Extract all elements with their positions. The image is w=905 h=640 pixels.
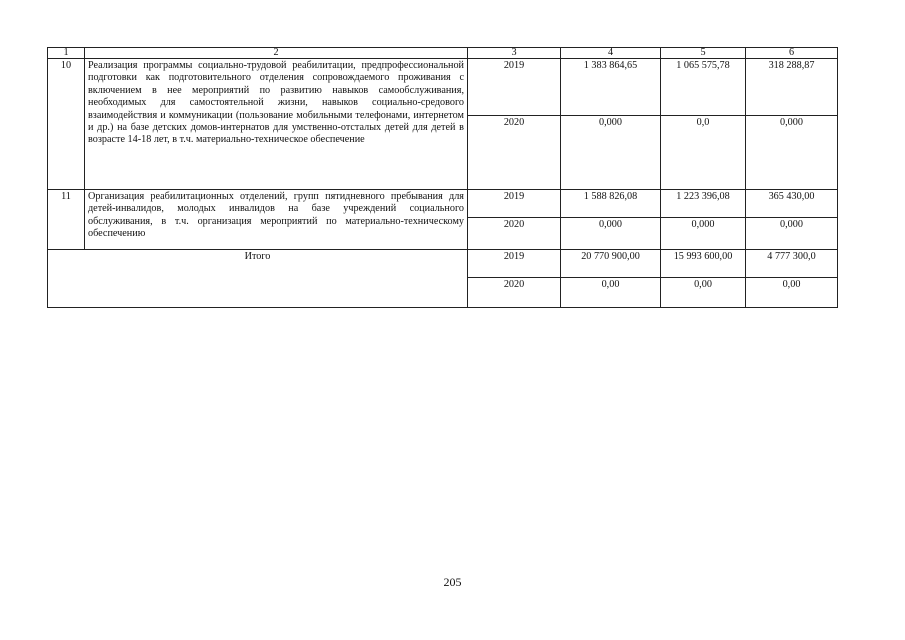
header-cell-5: 5 bbox=[661, 48, 746, 59]
value-col6: 0,000 bbox=[746, 218, 838, 250]
year-cell: 2019 bbox=[468, 190, 561, 218]
column-number-header-row bbox=[48, 48, 838, 59]
year-cell: 2020 bbox=[468, 218, 561, 250]
budget-table bbox=[47, 47, 838, 308]
row-number: 10 bbox=[48, 59, 85, 190]
value-col5: 0,000 bbox=[661, 218, 746, 250]
value-col4: 1 588 826,08 bbox=[561, 190, 661, 218]
value-col5: 1 065 575,78 bbox=[661, 59, 746, 116]
header-cell-6: 6 bbox=[746, 48, 838, 59]
table-row bbox=[48, 190, 838, 218]
total-col4: 20 770 900,00 bbox=[561, 250, 661, 278]
total-col6: 0,00 bbox=[746, 278, 838, 308]
header-cell-4: 4 bbox=[561, 48, 661, 59]
total-col6: 4 777 300,0 bbox=[746, 250, 838, 278]
total-label: Итого bbox=[48, 250, 468, 308]
value-col5: 1 223 396,08 bbox=[661, 190, 746, 218]
value-col4: 0,000 bbox=[561, 218, 661, 250]
value-col6: 365 430,00 bbox=[746, 190, 838, 218]
value-col6: 318 288,87 bbox=[746, 59, 838, 116]
year-cell: 2019 bbox=[468, 59, 561, 116]
table-row bbox=[48, 59, 838, 116]
value-col4: 1 383 864,65 bbox=[561, 59, 661, 116]
measure-description: Реализация программы социально-трудовой реабилитации, предпрофессиональной подготовки как подготовительного отделения сопровождаемого проживания с включением в нее мероприятий по развитию навыков самообслуживания, необходимых для самостоятельной жизни, навыков социально-средового взаимодействия и коммуникации (пользование мобильными телефонами, интернетом и др.) на базе детских домов-интернатов для умственно-отсталых детей для детей в возрасте 14-18 лет, в т.ч. материально-техническое обеспечение bbox=[85, 59, 468, 190]
total-col5: 0,00 bbox=[661, 278, 746, 308]
value-col6: 0,000 bbox=[746, 116, 838, 190]
header-cell-3: 3 bbox=[468, 48, 561, 59]
year-cell: 2020 bbox=[468, 278, 561, 308]
page-number: 205 bbox=[443, 575, 462, 589]
year-cell: 2020 bbox=[468, 116, 561, 190]
total-row bbox=[48, 250, 838, 278]
total-col5: 15 993 600,00 bbox=[661, 250, 746, 278]
header-cell-2: 2 bbox=[85, 48, 468, 59]
header-cell-1: 1 bbox=[48, 48, 85, 59]
row-number: 11 bbox=[48, 190, 85, 250]
year-cell: 2019 bbox=[468, 250, 561, 278]
total-col4: 0,00 bbox=[561, 278, 661, 308]
value-col5: 0,0 bbox=[661, 116, 746, 190]
measure-description: Организация реабилитационных отделений, групп пятидневного пребывания для детей-инвалидов, молодых инвалидов на базе учреждений социального обслуживания, в т.ч. организация мероприятий по материально-техническому обеспечению bbox=[85, 190, 468, 250]
value-col4: 0,000 bbox=[561, 116, 661, 190]
